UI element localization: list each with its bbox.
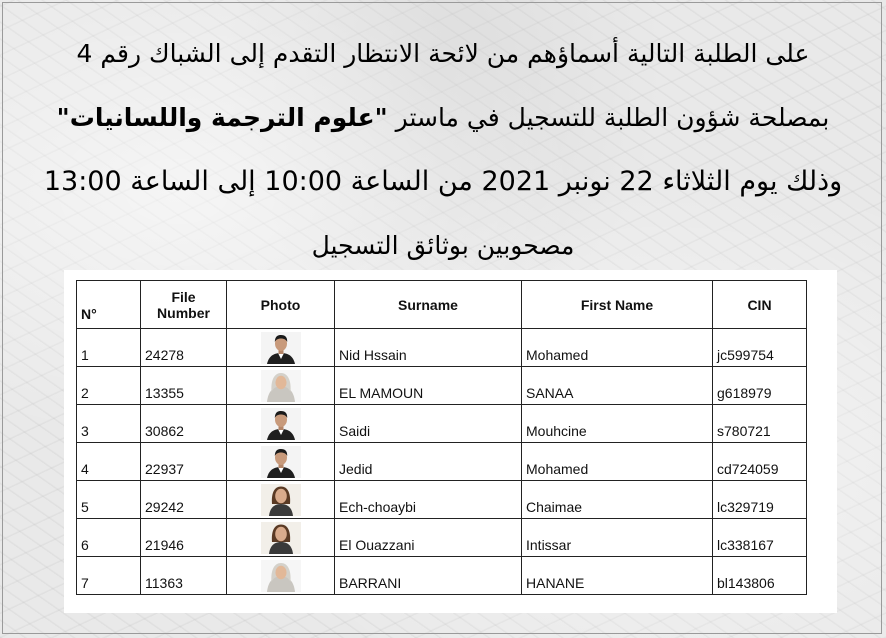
header-file-number: File Number bbox=[141, 281, 227, 329]
first-name-cell: Mohamed bbox=[522, 443, 713, 481]
student-photo-female-headscarf-icon bbox=[261, 560, 301, 592]
file-number-cell: 11363 bbox=[141, 557, 227, 595]
cin-cell: lc329719 bbox=[713, 481, 807, 519]
table-header-row bbox=[77, 281, 807, 329]
cin-cell: s780721 bbox=[713, 405, 807, 443]
table-row bbox=[77, 329, 807, 367]
photo-cell bbox=[227, 519, 335, 557]
header-first-name: First Name bbox=[522, 281, 713, 329]
announcement-line-1: على الطلبة التالية أسماؤهم من لائحة الانتظار التقدم إلى الشباك رقم 4 bbox=[76, 39, 810, 68]
surname-cell: El Ouazzani bbox=[335, 519, 522, 557]
table-row bbox=[77, 367, 807, 405]
row-number: 5 bbox=[77, 481, 141, 519]
announcement-line-3: وذلك يوم الثلاثاء 22 نونبر 2021 من الساعة 10:00 إلى الساعة 13:00 bbox=[43, 166, 843, 197]
announcement-line-2-prefix: بمصلحة شؤون الطلبة للتسجيل في ماستر bbox=[395, 103, 830, 132]
first-name-cell: HANANE bbox=[522, 557, 713, 595]
photo-cell bbox=[227, 443, 335, 481]
announcement-text bbox=[0, 22, 886, 278]
file-number-cell: 29242 bbox=[141, 481, 227, 519]
row-number: 2 bbox=[77, 367, 141, 405]
cin-cell: jc599754 bbox=[713, 329, 807, 367]
header-photo: Photo bbox=[227, 281, 335, 329]
file-number-cell: 30862 bbox=[141, 405, 227, 443]
row-number: 3 bbox=[77, 405, 141, 443]
cin-cell: g618979 bbox=[713, 367, 807, 405]
file-number-cell: 22937 bbox=[141, 443, 227, 481]
photo-cell bbox=[227, 405, 335, 443]
file-number-cell: 24278 bbox=[141, 329, 227, 367]
first-name-cell: SANAA bbox=[522, 367, 713, 405]
table-row bbox=[77, 481, 807, 519]
surname-cell: Nid Hssain bbox=[335, 329, 522, 367]
first-name-cell: Chaimae bbox=[522, 481, 713, 519]
first-name-cell: Mohamed bbox=[522, 329, 713, 367]
table-row bbox=[77, 443, 807, 481]
photo-cell bbox=[227, 557, 335, 595]
photo-cell bbox=[227, 367, 335, 405]
student-photo-male-icon bbox=[261, 408, 301, 440]
file-number-cell: 21946 bbox=[141, 519, 227, 557]
table-row bbox=[77, 519, 807, 557]
roster-card bbox=[64, 270, 837, 613]
first-name-cell: Mouhcine bbox=[522, 405, 713, 443]
surname-cell: Saidi bbox=[335, 405, 522, 443]
program-name: "علوم الترجمة واللسانيات" bbox=[56, 103, 388, 132]
row-number: 7 bbox=[77, 557, 141, 595]
photo-cell bbox=[227, 481, 335, 519]
announcement-line-4: مصحوبين بوثائق التسجيل bbox=[311, 231, 575, 260]
cin-cell: cd724059 bbox=[713, 443, 807, 481]
surname-cell: EL MAMOUN bbox=[335, 367, 522, 405]
photo-cell bbox=[227, 329, 335, 367]
header-surname: Surname bbox=[335, 281, 522, 329]
row-number: 6 bbox=[77, 519, 141, 557]
student-photo-male-icon bbox=[261, 332, 301, 364]
surname-cell: Jedid bbox=[335, 443, 522, 481]
header-number: N° bbox=[77, 281, 141, 329]
student-photo-female-headscarf-icon bbox=[261, 370, 301, 402]
file-number-cell: 13355 bbox=[141, 367, 227, 405]
table-row bbox=[77, 557, 807, 595]
first-name-cell: Intissar bbox=[522, 519, 713, 557]
row-number: 4 bbox=[77, 443, 141, 481]
cin-cell: bl143806 bbox=[713, 557, 807, 595]
surname-cell: BARRANI bbox=[335, 557, 522, 595]
student-photo-male-icon bbox=[261, 446, 301, 478]
table-row bbox=[77, 405, 807, 443]
student-roster-table bbox=[76, 280, 807, 595]
row-number: 1 bbox=[77, 329, 141, 367]
student-photo-female-icon bbox=[261, 484, 301, 516]
header-cin: CIN bbox=[713, 281, 807, 329]
surname-cell: Ech-choaybi bbox=[335, 481, 522, 519]
announcement-line-2 bbox=[0, 86, 886, 150]
student-photo-female-icon bbox=[261, 522, 301, 554]
cin-cell: lc338167 bbox=[713, 519, 807, 557]
